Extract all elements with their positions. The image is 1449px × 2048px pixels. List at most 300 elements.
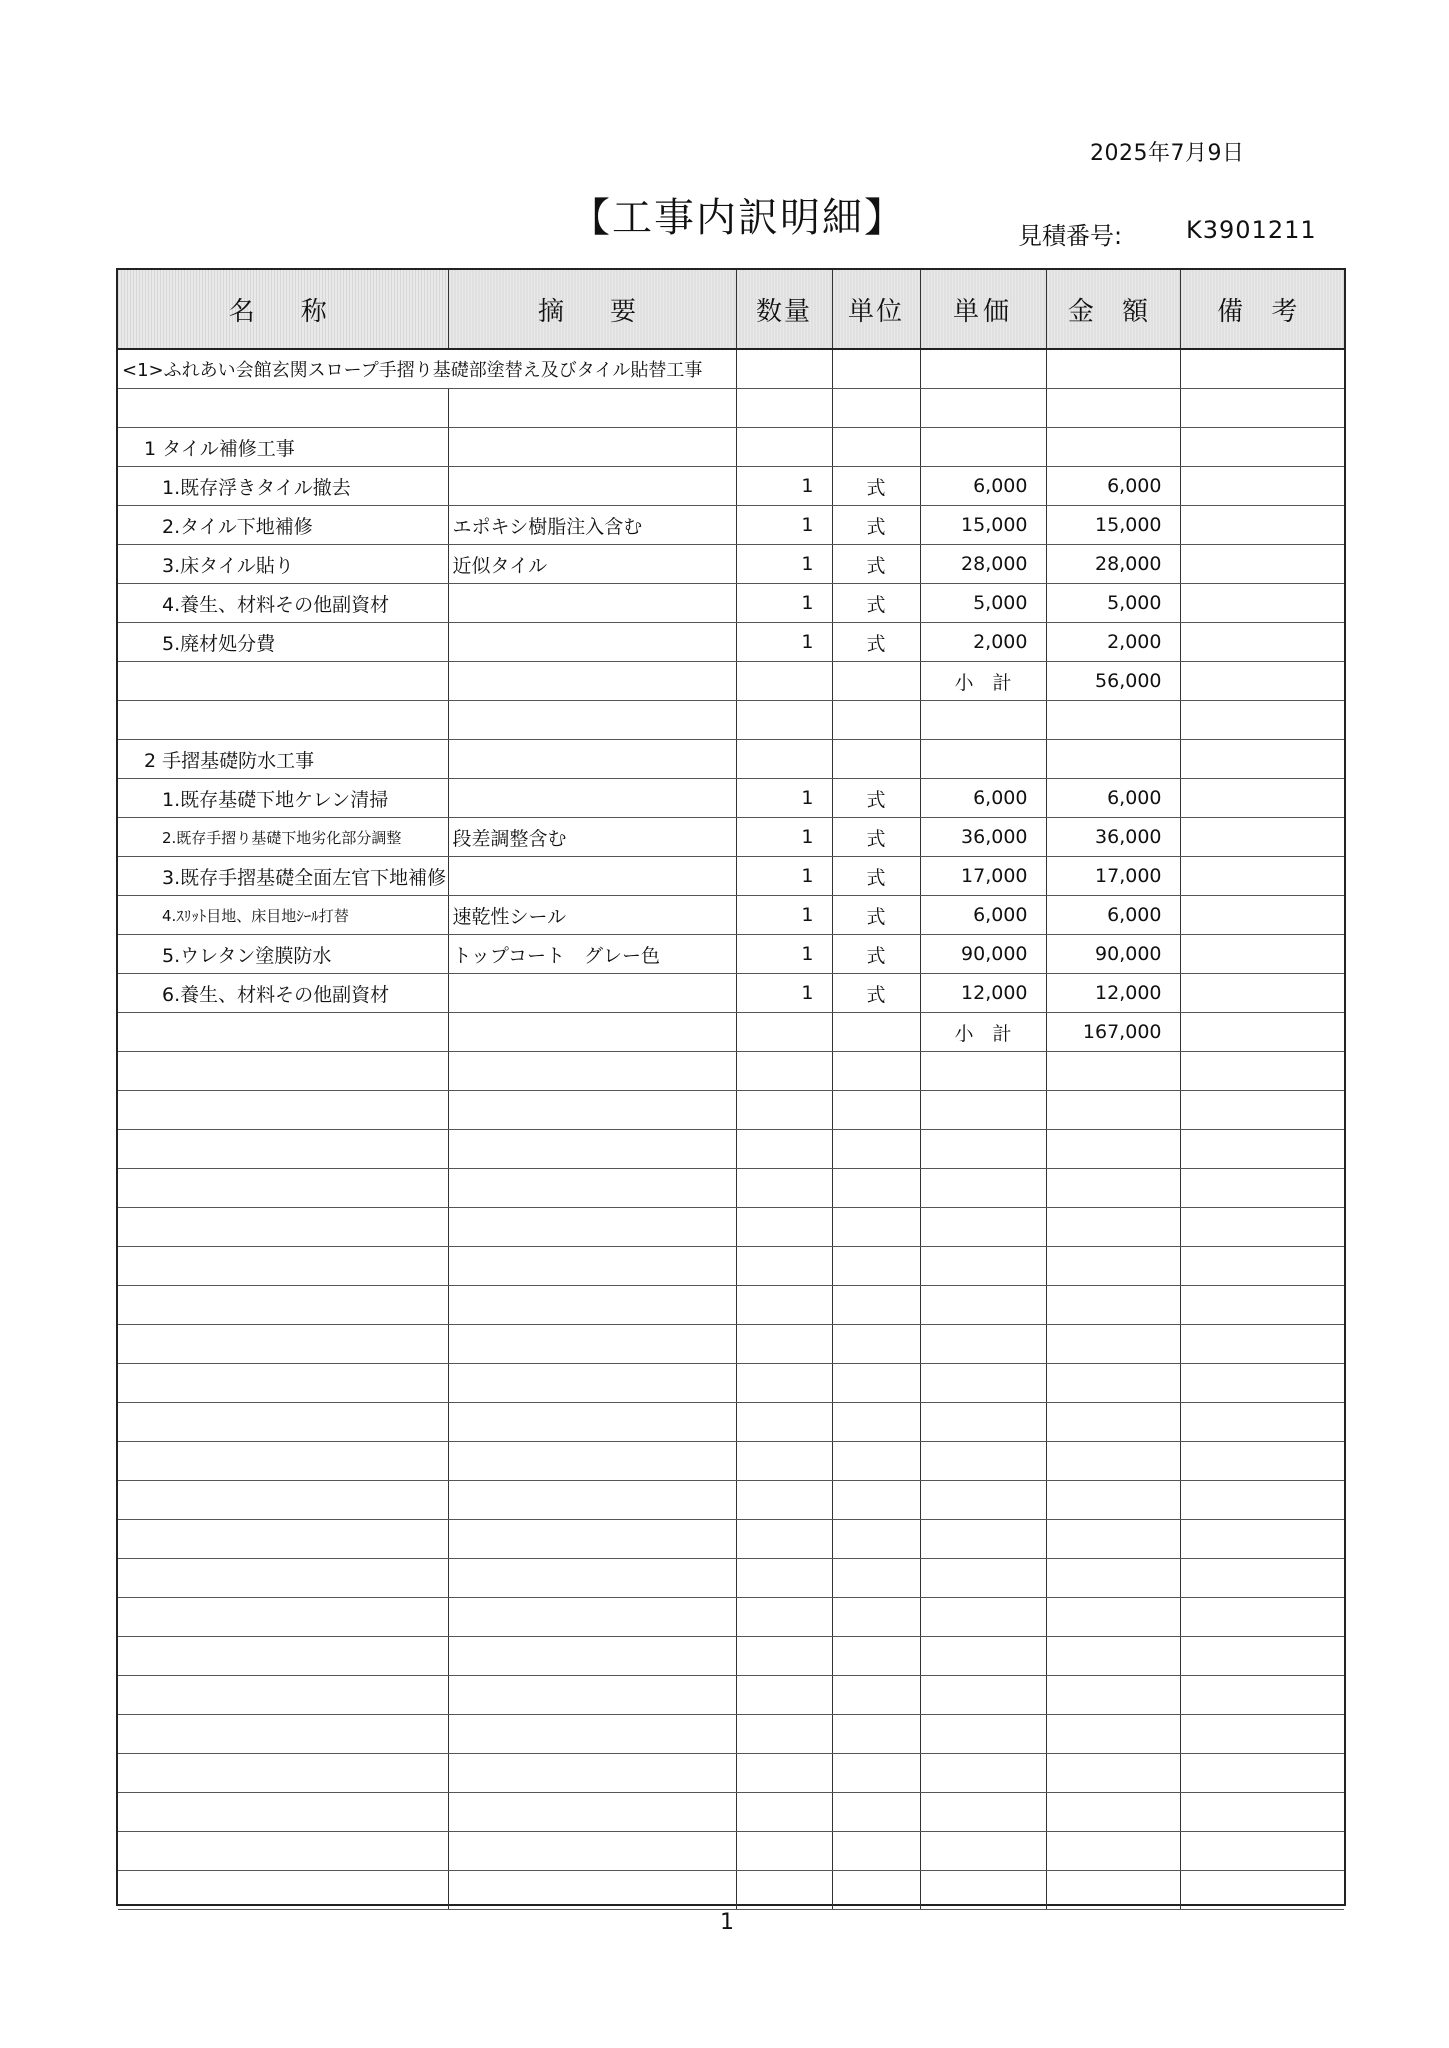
item-unit-price: 15,000 (920, 506, 1046, 545)
empty-cell (832, 740, 920, 779)
empty-cell (118, 1481, 448, 1520)
column-header-summary: 摘 要 (448, 270, 736, 349)
empty-cell (736, 1793, 832, 1832)
item-name: 1.既存基礎下地ケレン清掃 (118, 779, 448, 818)
item-summary: 速乾性シール (448, 896, 736, 935)
empty-cell (832, 1793, 920, 1832)
empty-row (118, 1871, 1344, 1910)
empty-cell (832, 1754, 920, 1793)
empty-cell (118, 1442, 448, 1481)
empty-cell (1046, 389, 1180, 428)
empty-row (118, 1247, 1344, 1286)
empty-cell (736, 1091, 832, 1130)
empty-cell (920, 428, 1046, 467)
empty-cell (832, 1286, 920, 1325)
empty-cell (832, 1598, 920, 1637)
empty-cell (736, 1130, 832, 1169)
empty-cell (448, 740, 736, 779)
empty-cell (736, 701, 832, 740)
empty-cell (1046, 1637, 1180, 1676)
empty-cell (736, 349, 832, 389)
empty-cell (1180, 1871, 1344, 1910)
empty-cell (118, 1793, 448, 1832)
empty-cell (1046, 1130, 1180, 1169)
empty-cell (920, 1832, 1046, 1871)
project-title: <1>ふれあい会館玄関スロープ手摺り基礎部塗替え及びタイル貼替工事 (118, 349, 736, 389)
item-amount: 17,000 (1046, 857, 1180, 896)
empty-cell (920, 1520, 1046, 1559)
item-name: 3.床タイル貼り (118, 545, 448, 584)
empty-cell (920, 1754, 1046, 1793)
item-unit-price: 2,000 (920, 623, 1046, 662)
empty-row (118, 1364, 1344, 1403)
table-row (118, 467, 1344, 506)
item-summary: 近似タイル (448, 545, 736, 584)
empty-cell (1046, 349, 1180, 389)
empty-cell (118, 1247, 448, 1286)
empty-cell (736, 662, 832, 701)
item-quantity: 1 (736, 584, 832, 623)
empty-cell (920, 1208, 1046, 1247)
empty-row (118, 1052, 1344, 1091)
empty-cell (448, 1598, 736, 1637)
item-remarks (1180, 935, 1344, 974)
item-name: 4.ｽﾘｯﾄ目地、床目地ｼｰﾙ打替 (118, 896, 448, 935)
item-unit-price: 6,000 (920, 896, 1046, 935)
empty-cell (448, 1637, 736, 1676)
item-summary: トップコート グレー色 (448, 935, 736, 974)
item-unit: 式 (832, 935, 920, 974)
item-unit-price: 90,000 (920, 935, 1046, 974)
empty-cell (1180, 1052, 1344, 1091)
empty-cell (832, 1715, 920, 1754)
empty-cell (920, 1364, 1046, 1403)
item-name: 4.養生、材料その他副資材 (118, 584, 448, 623)
empty-cell (832, 1208, 920, 1247)
item-unit-price: 28,000 (920, 545, 1046, 584)
empty-cell (1046, 428, 1180, 467)
item-unit-price: 5,000 (920, 584, 1046, 623)
empty-cell (736, 428, 832, 467)
empty-cell (448, 1091, 736, 1130)
empty-cell (832, 1325, 920, 1364)
empty-cell (118, 1169, 448, 1208)
empty-cell (1046, 701, 1180, 740)
item-remarks (1180, 857, 1344, 896)
empty-cell (448, 1832, 736, 1871)
empty-cell (1046, 1871, 1180, 1910)
empty-row (118, 389, 1344, 428)
empty-cell (448, 1169, 736, 1208)
empty-row (118, 701, 1344, 740)
table-row (118, 818, 1344, 857)
empty-cell (920, 1286, 1046, 1325)
item-unit: 式 (832, 467, 920, 506)
item-name: 5.ウレタン塗膜防水 (118, 935, 448, 974)
empty-cell (1180, 1247, 1344, 1286)
empty-cell (736, 1832, 832, 1871)
empty-cell (920, 1403, 1046, 1442)
empty-row (118, 1208, 1344, 1247)
empty-cell (1180, 1403, 1344, 1442)
item-unit: 式 (832, 584, 920, 623)
empty-cell (1046, 1052, 1180, 1091)
empty-cell (920, 1598, 1046, 1637)
empty-cell (920, 1247, 1046, 1286)
empty-cell (832, 1091, 920, 1130)
empty-cell (118, 1364, 448, 1403)
empty-cell (920, 1793, 1046, 1832)
empty-cell (832, 1481, 920, 1520)
subtotal-amount: 167,000 (1046, 1013, 1180, 1052)
empty-cell (736, 1208, 832, 1247)
item-remarks (1180, 974, 1344, 1013)
table-header-row (118, 270, 1344, 349)
item-amount: 90,000 (1046, 935, 1180, 974)
empty-cell (1046, 1598, 1180, 1637)
empty-cell (1180, 1013, 1344, 1052)
subtotal-amount: 56,000 (1046, 662, 1180, 701)
empty-cell (118, 1559, 448, 1598)
empty-row (118, 1559, 1344, 1598)
item-name: 1.既存浮きタイル撤去 (118, 467, 448, 506)
empty-cell (448, 1793, 736, 1832)
table-row (118, 779, 1344, 818)
item-unit: 式 (832, 545, 920, 584)
empty-cell (1046, 1247, 1180, 1286)
breakdown-table (116, 268, 1346, 1906)
document-title: 【工事内訳明細】 (570, 195, 906, 241)
empty-cell (920, 1325, 1046, 1364)
empty-cell (118, 662, 448, 701)
empty-cell (448, 1130, 736, 1169)
empty-cell (448, 1208, 736, 1247)
empty-cell (1180, 1169, 1344, 1208)
empty-cell (832, 1364, 920, 1403)
column-header-name: 名 称 (118, 270, 448, 349)
empty-cell (1046, 1286, 1180, 1325)
item-unit: 式 (832, 857, 920, 896)
empty-cell (448, 1013, 736, 1052)
empty-cell (1046, 1325, 1180, 1364)
item-quantity: 1 (736, 935, 832, 974)
empty-row (118, 1325, 1344, 1364)
empty-cell (118, 1676, 448, 1715)
empty-cell (920, 349, 1046, 389)
empty-row (118, 1481, 1344, 1520)
empty-cell (448, 1715, 736, 1754)
empty-cell (736, 1247, 832, 1286)
item-quantity: 1 (736, 896, 832, 935)
table-row (118, 623, 1344, 662)
empty-cell (1046, 1364, 1180, 1403)
empty-cell (1046, 1481, 1180, 1520)
empty-cell (1180, 1637, 1344, 1676)
item-unit: 式 (832, 818, 920, 857)
empty-cell (736, 1169, 832, 1208)
empty-cell (1046, 1091, 1180, 1130)
empty-cell (448, 1247, 736, 1286)
empty-row (118, 1598, 1344, 1637)
empty-cell (736, 1364, 832, 1403)
empty-cell (448, 662, 736, 701)
empty-cell (736, 1286, 832, 1325)
empty-row (118, 1442, 1344, 1481)
empty-cell (736, 1442, 832, 1481)
empty-cell (736, 1052, 832, 1091)
empty-cell (1180, 662, 1344, 701)
empty-cell (1180, 1715, 1344, 1754)
item-quantity: 1 (736, 857, 832, 896)
item-summary: 段差調整含む (448, 818, 736, 857)
empty-cell (920, 1637, 1046, 1676)
project-title-row (118, 349, 1344, 389)
empty-cell (448, 1052, 736, 1091)
item-remarks (1180, 467, 1344, 506)
item-unit: 式 (832, 506, 920, 545)
section-title-row (118, 740, 1344, 779)
empty-cell (448, 428, 736, 467)
empty-cell (736, 1559, 832, 1598)
table-row (118, 935, 1344, 974)
empty-row (118, 1520, 1344, 1559)
item-summary (448, 857, 736, 896)
empty-row (118, 1091, 1344, 1130)
item-unit-price: 6,000 (920, 779, 1046, 818)
empty-cell (832, 349, 920, 389)
item-amount: 6,000 (1046, 467, 1180, 506)
empty-cell (920, 1676, 1046, 1715)
empty-cell (736, 740, 832, 779)
empty-cell (448, 1325, 736, 1364)
subtotal-row (118, 1013, 1344, 1052)
empty-cell (1046, 1403, 1180, 1442)
empty-cell (1046, 1754, 1180, 1793)
item-amount: 36,000 (1046, 818, 1180, 857)
empty-cell (118, 1715, 448, 1754)
empty-row (118, 1715, 1344, 1754)
empty-cell (736, 1403, 832, 1442)
empty-cell (832, 701, 920, 740)
empty-cell (832, 662, 920, 701)
empty-cell (1180, 701, 1344, 740)
empty-row (118, 1754, 1344, 1793)
empty-cell (118, 1403, 448, 1442)
table-row (118, 974, 1344, 1013)
empty-cell (736, 1520, 832, 1559)
empty-cell (1046, 740, 1180, 779)
empty-cell (736, 1715, 832, 1754)
empty-cell (1180, 1520, 1344, 1559)
empty-row (118, 1403, 1344, 1442)
item-unit-price: 6,000 (920, 467, 1046, 506)
item-remarks (1180, 896, 1344, 935)
item-name: 2.既存手摺り基礎下地劣化部分調整 (118, 818, 448, 857)
empty-cell (448, 1403, 736, 1442)
empty-cell (1180, 1208, 1344, 1247)
item-unit: 式 (832, 974, 920, 1013)
empty-cell (1180, 1091, 1344, 1130)
item-quantity: 1 (736, 506, 832, 545)
section-title-row (118, 428, 1344, 467)
empty-cell (920, 1442, 1046, 1481)
empty-cell (118, 1130, 448, 1169)
empty-cell (1046, 1832, 1180, 1871)
table-row (118, 857, 1344, 896)
empty-cell (448, 1754, 736, 1793)
item-remarks (1180, 623, 1344, 662)
empty-cell (118, 1754, 448, 1793)
document-date: 2025年7月9日 (1090, 141, 1245, 166)
empty-cell (448, 1442, 736, 1481)
empty-cell (448, 701, 736, 740)
empty-cell (1180, 1442, 1344, 1481)
empty-cell (920, 1481, 1046, 1520)
empty-cell (448, 1286, 736, 1325)
empty-cell (118, 701, 448, 740)
empty-cell (832, 428, 920, 467)
item-name: 3.既存手摺基礎全面左官下地補修 (118, 857, 448, 896)
empty-cell (1180, 389, 1344, 428)
item-remarks (1180, 506, 1344, 545)
empty-cell (118, 1325, 448, 1364)
empty-cell (1046, 1169, 1180, 1208)
empty-cell (1180, 1832, 1344, 1871)
empty-cell (920, 740, 1046, 779)
column-header-amount: 金 額 (1046, 270, 1180, 349)
subtotal-label: 小 計 (920, 662, 1046, 701)
empty-cell (1180, 1481, 1344, 1520)
empty-cell (832, 1247, 920, 1286)
empty-cell (1046, 1442, 1180, 1481)
empty-cell (920, 701, 1046, 740)
empty-cell (736, 1481, 832, 1520)
item-unit-price: 17,000 (920, 857, 1046, 896)
empty-cell (1180, 1559, 1344, 1598)
item-quantity: 1 (736, 779, 832, 818)
item-remarks (1180, 779, 1344, 818)
empty-cell (118, 1832, 448, 1871)
item-summary (448, 779, 736, 818)
empty-cell (1046, 1676, 1180, 1715)
empty-row (118, 1793, 1344, 1832)
item-amount: 5,000 (1046, 584, 1180, 623)
empty-row (118, 1169, 1344, 1208)
section-title: 1 タイル補修工事 (118, 428, 448, 467)
subtotal-label: 小 計 (920, 1013, 1046, 1052)
item-quantity: 1 (736, 467, 832, 506)
empty-cell (448, 1520, 736, 1559)
item-remarks (1180, 818, 1344, 857)
empty-cell (736, 1754, 832, 1793)
item-unit: 式 (832, 896, 920, 935)
item-unit: 式 (832, 779, 920, 818)
subtotal-row (118, 662, 1344, 701)
item-amount: 6,000 (1046, 779, 1180, 818)
item-name: 5.廃材処分費 (118, 623, 448, 662)
item-amount: 6,000 (1046, 896, 1180, 935)
empty-cell (832, 1403, 920, 1442)
item-name: 6.養生、材料その他副資材 (118, 974, 448, 1013)
empty-cell (1046, 1559, 1180, 1598)
empty-cell (1180, 428, 1344, 467)
empty-cell (118, 1052, 448, 1091)
empty-cell (832, 1442, 920, 1481)
empty-row (118, 1130, 1344, 1169)
empty-cell (1180, 1598, 1344, 1637)
item-quantity: 1 (736, 545, 832, 584)
empty-cell (832, 1676, 920, 1715)
empty-cell (118, 1013, 448, 1052)
empty-cell (448, 1364, 736, 1403)
column-header-unit-price: 単価 (920, 270, 1046, 349)
empty-cell (832, 1637, 920, 1676)
empty-cell (448, 1559, 736, 1598)
estimate-number: K3901211 (1186, 216, 1317, 244)
empty-cell (832, 1832, 920, 1871)
item-amount: 28,000 (1046, 545, 1180, 584)
empty-cell (920, 389, 1046, 428)
empty-cell (1180, 1676, 1344, 1715)
item-amount: 2,000 (1046, 623, 1180, 662)
empty-cell (736, 1598, 832, 1637)
column-header-unit: 単位 (832, 270, 920, 349)
empty-cell (736, 1871, 832, 1910)
empty-cell (832, 1169, 920, 1208)
table-row (118, 584, 1344, 623)
item-quantity: 1 (736, 623, 832, 662)
item-quantity: 1 (736, 818, 832, 857)
empty-cell (1180, 1286, 1344, 1325)
item-summary (448, 623, 736, 662)
estimate-number-label: 見積番号: (1018, 222, 1123, 250)
empty-cell (736, 389, 832, 428)
empty-cell (832, 1052, 920, 1091)
empty-cell (448, 1871, 736, 1910)
column-header-quantity: 数量 (736, 270, 832, 349)
item-unit-price: 12,000 (920, 974, 1046, 1013)
empty-cell (832, 1520, 920, 1559)
empty-cell (1180, 1130, 1344, 1169)
item-amount: 15,000 (1046, 506, 1180, 545)
empty-row (118, 1676, 1344, 1715)
empty-cell (448, 1676, 736, 1715)
empty-cell (118, 1091, 448, 1130)
item-remarks (1180, 584, 1344, 623)
column-header-remarks: 備 考 (1180, 270, 1344, 349)
empty-cell (448, 389, 736, 428)
empty-cell (832, 1013, 920, 1052)
empty-cell (920, 1871, 1046, 1910)
empty-cell (118, 389, 448, 428)
empty-cell (736, 1013, 832, 1052)
empty-cell (118, 1286, 448, 1325)
empty-cell (736, 1325, 832, 1364)
empty-cell (1180, 740, 1344, 779)
empty-cell (832, 1130, 920, 1169)
empty-cell (1046, 1793, 1180, 1832)
empty-cell (448, 1481, 736, 1520)
empty-row (118, 1637, 1344, 1676)
item-name: 2.タイル下地補修 (118, 506, 448, 545)
empty-cell (832, 1871, 920, 1910)
empty-cell (1180, 1325, 1344, 1364)
empty-cell (832, 389, 920, 428)
item-quantity: 1 (736, 974, 832, 1013)
empty-cell (118, 1598, 448, 1637)
item-amount: 12,000 (1046, 974, 1180, 1013)
empty-cell (118, 1871, 448, 1910)
